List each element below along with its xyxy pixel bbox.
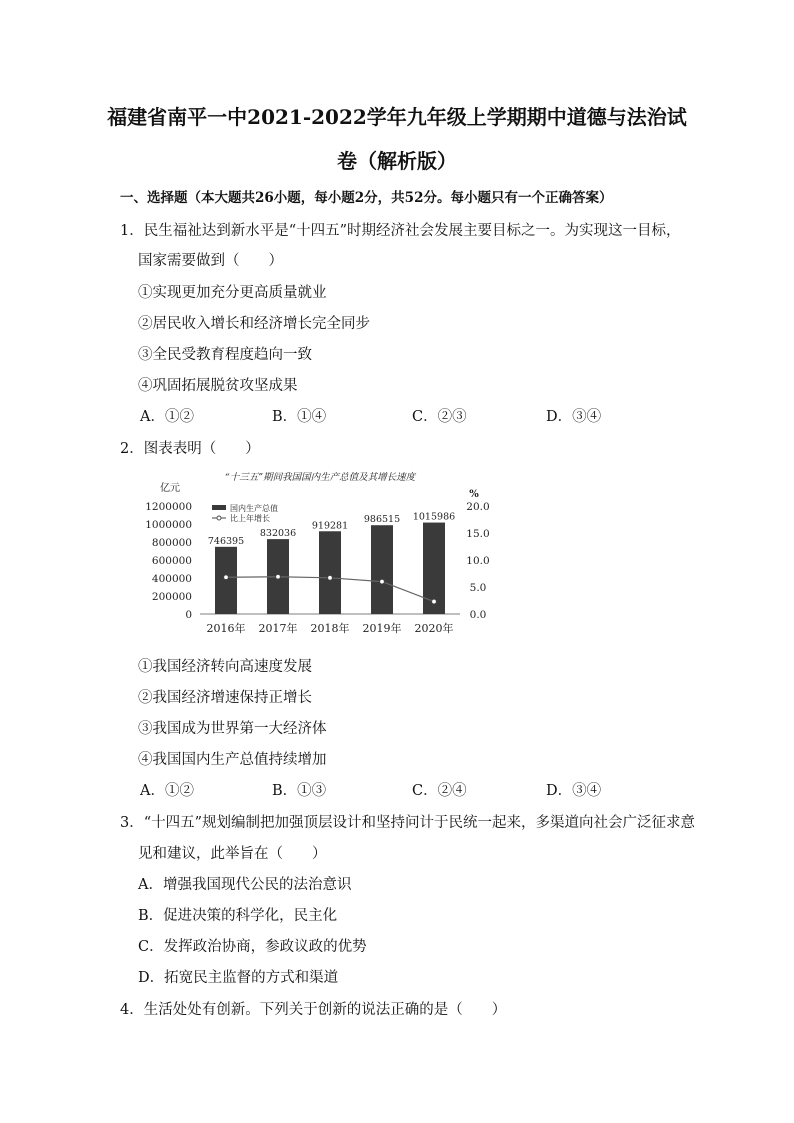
q3-stem-line1: 3．“十四五”规划编制把加强顶层设计和坚持问计于民统一起来，多渠道向社会广泛征求意 bbox=[120, 815, 696, 831]
chart-data-label: 919281 bbox=[311, 520, 349, 532]
q1-option-c: C．②③ bbox=[412, 409, 467, 425]
chart-ytick-left: 1200000 bbox=[145, 501, 192, 513]
page-title-line2: 卷（解析版） bbox=[337, 149, 457, 173]
q1-item: ①实现更加充分更高质量就业 bbox=[138, 285, 327, 301]
q1-stem-line2: 国家需要做到（ ） bbox=[138, 253, 283, 269]
chart-ytick-left: 200000 bbox=[151, 591, 192, 603]
q2-item: ④我国国内生产总值持续增加 bbox=[138, 752, 327, 768]
q3-option-b: B．促进决策的科学化，民主化 bbox=[138, 908, 338, 924]
chart-ytick-left: 800000 bbox=[151, 537, 192, 549]
chart-data-label: 1015986 bbox=[412, 511, 456, 523]
chart-growth-point bbox=[224, 575, 229, 580]
q1-option-b: B．①④ bbox=[272, 409, 327, 425]
chart-growth-point bbox=[328, 575, 333, 580]
chart-legend-swatch-bar bbox=[212, 505, 226, 510]
chart-growth-point bbox=[276, 574, 281, 579]
q4-stem: 4．生活处处有创新。下列关于创新的说法正确的是（ ） bbox=[120, 1002, 507, 1018]
chart-bar bbox=[215, 547, 237, 614]
chart-ytick-left: 1000000 bbox=[145, 519, 192, 531]
q1-item: ④巩固拓展脱贫攻坚成果 bbox=[138, 378, 298, 394]
chart-growth-point bbox=[432, 599, 437, 604]
q2-item: ③我国成为世界第一大经济体 bbox=[138, 721, 327, 737]
chart-xtick: 2019年 bbox=[362, 622, 402, 635]
chart-xtick: 2018年 bbox=[310, 622, 350, 635]
chart-legend-label: 比上年增长 bbox=[230, 514, 270, 523]
chart-xtick: 2020年 bbox=[414, 622, 454, 635]
q1-option-a: A．①② bbox=[140, 409, 194, 425]
q1-item: ③全民受教育程度趋向一致 bbox=[138, 347, 312, 363]
chart-ytick-right: 20.0 bbox=[466, 501, 490, 513]
q1-option-d: D．③④ bbox=[546, 409, 602, 425]
q3-stem-line2: 见和建议，此举旨在（ ） bbox=[138, 846, 327, 862]
chart-ytick-left: 600000 bbox=[151, 555, 192, 567]
q3-option-c: C．发挥政治协商，参政议政的优势 bbox=[138, 939, 367, 955]
chart-ytick-right: 15.0 bbox=[466, 528, 490, 540]
chart-data-label: 986515 bbox=[363, 514, 401, 526]
gdp-chart bbox=[140, 466, 500, 646]
q2-option-b: B．①③ bbox=[272, 783, 327, 799]
chart-data-label: 746395 bbox=[207, 535, 245, 547]
chart-growth-point bbox=[380, 579, 385, 584]
chart-xtick: 2017年 bbox=[258, 622, 298, 635]
q2-option-d: D．③④ bbox=[546, 783, 602, 799]
chart-ylabel-right: % bbox=[469, 489, 479, 500]
chart-ytick-left: 0 bbox=[185, 609, 192, 621]
chart-bar bbox=[319, 531, 341, 614]
chart-bar bbox=[371, 525, 393, 614]
chart-ytick-right: 10.0 bbox=[466, 555, 490, 567]
section-heading: 一、选择题（本大题共26小题，每小题2分，共52分。每小题只有一个正确答案） bbox=[120, 190, 613, 206]
chart-ylabel-left: 亿元 bbox=[160, 483, 180, 494]
chart-ytick-right: 0.0 bbox=[469, 609, 487, 621]
q1-stem-line1: 1．民生福祉达到新水平是“十四五”时期经济社会发展主要目标之一。为实现这一目标， bbox=[120, 223, 681, 239]
chart-legend-label: 国内生产总值 bbox=[230, 504, 278, 513]
chart-ytick-left: 400000 bbox=[151, 573, 192, 585]
q2-item: ①我国经济转向高速度发展 bbox=[138, 659, 312, 675]
q2-stem: 2．图表表明（ ） bbox=[120, 441, 260, 457]
chart-data-label: 832036 bbox=[259, 528, 297, 540]
q2-option-a: A．①② bbox=[140, 783, 194, 799]
chart-xtick: 2016年 bbox=[206, 622, 246, 635]
chart-ytick-right: 5.0 bbox=[469, 582, 487, 594]
chart-title: “十三五”期间我国国内生产总值及其增长速度 bbox=[224, 472, 416, 483]
chart-legend-swatch-point bbox=[217, 516, 221, 520]
page-title-line1: 福建省南平一中2021-2022学年九年级上学期期中道德与法治试 bbox=[107, 105, 687, 129]
q1-item: ②居民收入增长和经济增长完全同步 bbox=[138, 316, 370, 332]
q3-option-a: A．增强我国现代公民的法治意识 bbox=[138, 877, 352, 893]
q3-option-d: D．拓宽民主监督的方式和渠道 bbox=[138, 970, 339, 986]
q2-option-c: C．②④ bbox=[412, 783, 467, 799]
q2-item: ②我国经济增速保持正增长 bbox=[138, 690, 312, 706]
